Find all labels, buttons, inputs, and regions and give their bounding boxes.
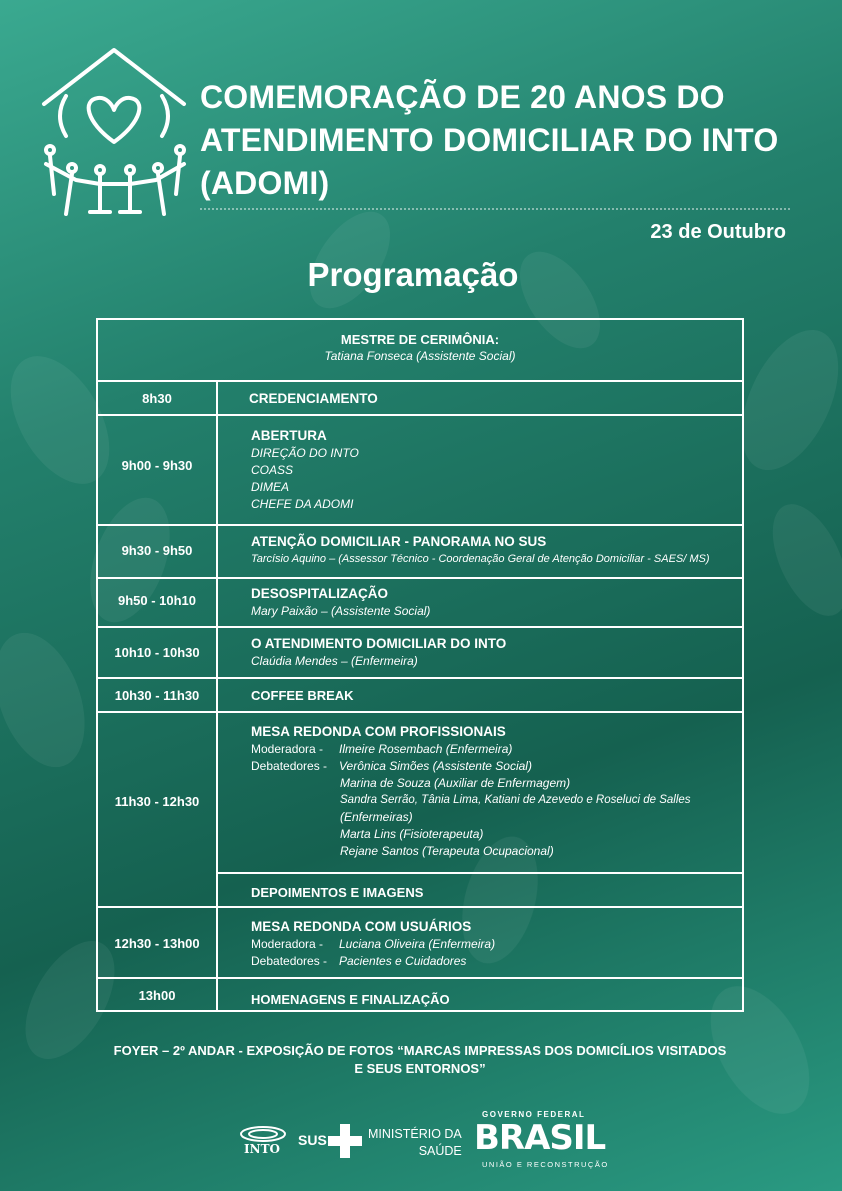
time-cell: 10h10 - 10h30: [114, 645, 200, 660]
ministerio-line-2: SAÚDE: [418, 1144, 462, 1158]
activity-title: O ATENDIMENTO DOMICILIAR DO INTO: [251, 636, 507, 651]
activity-title: DESOSPITALIZAÇÃO: [251, 586, 389, 601]
title-line-1: COMEMORAÇÃO DE 20 ANOS DO: [200, 79, 725, 115]
adomi-logo: [36, 44, 194, 220]
activity-line: DIREÇÃO DO INTO: [251, 446, 359, 460]
row-divider: [96, 977, 744, 979]
row-divider: [96, 677, 744, 679]
row-divider: [96, 414, 744, 416]
activity-cell: [249, 389, 739, 408]
time-cell: 9h50 - 10h10: [117, 593, 197, 608]
activity-line: Mary Paixão – (Assistente Social): [251, 604, 431, 618]
moderadora-name: Luciana Oliveira (Enfermeira): [339, 937, 496, 951]
row-divider: [96, 906, 744, 908]
time-cell: 11h30 - 12h30: [114, 794, 200, 809]
activity-line: CHEFE DA ADOMI: [251, 497, 354, 511]
activity-cell: [251, 686, 741, 705]
activity-line: Tarcísio Aquino – (Assessor Técnico - Coordenação Geral de Atenção Domiciliar - SAES/ MS): [251, 553, 710, 565]
moderadora-label: Moderadora -: [251, 937, 324, 951]
event-date: 23 de Outubro: [650, 221, 786, 243]
activity-line: DIMEA: [251, 480, 290, 494]
row-divider: [96, 626, 744, 628]
governo-federal-text: GOVERNO FEDERAL: [482, 1110, 586, 1119]
activity-title: ATENÇÃO DOMICILIAR - PANORAMA NO SUS: [251, 534, 547, 549]
exhibition-note-line-2: E SEUS ENTORNOS”: [354, 1061, 486, 1076]
debatedor-name: Sandra Serrão, Tânia Lima, Katiani de Azevedo e Roseluci de Salles: [340, 794, 691, 806]
activity-cell: [251, 532, 737, 568]
row-divider: [216, 872, 744, 874]
activity-cell: [251, 426, 741, 513]
row-divider: [96, 711, 744, 713]
title-line-2: ATENDIMENTO DOMICILIAR DO INTO: [200, 122, 779, 158]
partner-logos: [236, 1110, 616, 1182]
activity-title: MESA REDONDA COM PROFISSIONAIS: [251, 724, 506, 739]
debatedor-name: Rejane Santos (Terapeuta Ocupacional): [340, 844, 554, 858]
activity-line: Claúdia Mendes – (Enfermeira): [251, 654, 418, 668]
moderadora-label: Moderadora -: [251, 742, 324, 756]
activity-title: DEPOIMENTOS E IMAGENS: [251, 885, 424, 900]
time-cell: 13h00: [138, 988, 176, 1003]
row-divider: [96, 524, 744, 526]
activity-cell: [251, 584, 741, 620]
time-cell: 9h00 - 9h30: [121, 458, 193, 473]
title-divider: [200, 208, 790, 210]
mestre-name: Tatiana Fonseca (Assistente Social): [324, 349, 516, 363]
mestre-cell: [98, 330, 742, 363]
debatedores-label: Debatedores -: [251, 954, 328, 968]
debatedor-name: Verônica Simões (Assistente Social): [339, 759, 532, 773]
activity-cell: [251, 883, 741, 902]
activity-title: COFFEE BREAK: [251, 688, 354, 703]
row-divider: [96, 577, 744, 579]
activity-title: HOMENAGENS E FINALIZAÇÃO: [251, 992, 450, 1007]
column-divider: [216, 380, 218, 1012]
time-cell: 10h30 - 11h30: [114, 688, 200, 703]
ministerio-line-1: MINISTÉRIO DA: [368, 1127, 462, 1141]
activity-title: MESA REDONDA COM USUÁRIOS: [251, 919, 472, 934]
exhibition-note-line-1: FOYER – 2º ANDAR - EXPOSIÇÃO DE FOTOS “MARCAS IMPRESSAS DOS DOMICÍLIOS VISITADOS: [113, 1043, 727, 1058]
debatedor-name: Marina de Souza (Auxiliar de Enfermagem): [340, 776, 571, 790]
debatedor-name: Marta Lins (Fisioterapeuta): [340, 827, 484, 841]
brasil-logo-text: BRASIL: [474, 1118, 606, 1158]
time-cell: 9h30 - 9h50: [121, 543, 193, 558]
activity-title: CREDENCIAMENTO: [249, 391, 378, 406]
uniao-reconstrucao-text: UNIÃO E RECONSTRUÇÃO: [482, 1160, 609, 1169]
activity-cell: [251, 634, 741, 670]
time-cell: 8h30: [142, 391, 172, 406]
ministerio-saude-text: [368, 1126, 462, 1160]
activity-title: ABERTURA: [251, 428, 327, 443]
sus-cross-icon: [328, 1124, 362, 1158]
debatedor-name: Pacientes e Cuidadores: [339, 954, 467, 968]
title-line-3: (ADOMI): [200, 165, 330, 201]
exhibition-note: [60, 1042, 780, 1078]
activity-cell: [251, 722, 741, 860]
debatedor-name: (Enfermeiras): [340, 810, 413, 824]
activity-line: COASS: [251, 463, 294, 477]
activity-cell: [251, 917, 741, 970]
sus-logo-text: SUS: [298, 1132, 327, 1148]
debatedores-label: Debatedores -: [251, 759, 328, 773]
into-logo-text: INTO: [244, 1142, 280, 1156]
moderadora-name: Ilmeire Rosembach (Enfermeira): [339, 742, 513, 756]
mestre-heading: MESTRE DE CERIMÔNIA:: [340, 332, 500, 347]
time-cell: 12h30 - 13h00: [114, 936, 200, 951]
section-heading: Programação: [307, 256, 519, 293]
activity-cell: [251, 990, 741, 1009]
row-divider: [96, 380, 744, 382]
event-title: [200, 76, 820, 205]
